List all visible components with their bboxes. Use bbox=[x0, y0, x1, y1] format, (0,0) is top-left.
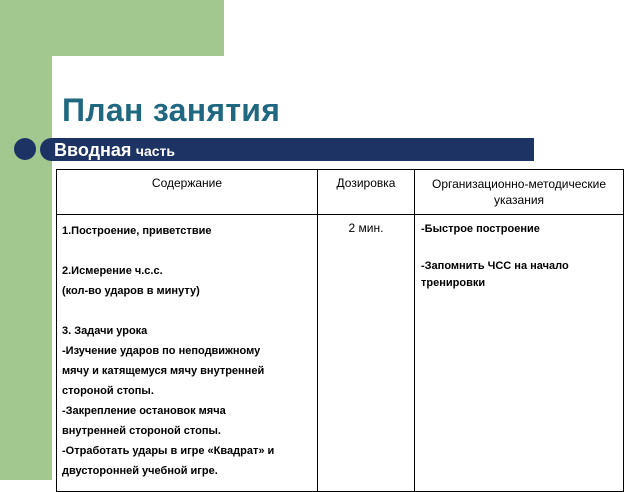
section-subtitle-main: Вводная bbox=[54, 140, 132, 160]
section-subtitle bbox=[54, 140, 175, 161]
content-item-3a-line-2: мячу и катящемуся мячу внутренней bbox=[62, 365, 265, 377]
content-item-2-line-1: 2.Исмерение ч.с.с. bbox=[62, 265, 163, 277]
cell-content bbox=[57, 215, 318, 492]
content-item-3b-line-2: внутренней стороной стопы. bbox=[62, 425, 221, 437]
instruction-item-1: -Быстрое построение bbox=[421, 223, 540, 235]
content-item-2-line-2: (кол-во ударов в минуту) bbox=[62, 285, 200, 297]
content-item-3c-line-2: двусторонней учебной игре. bbox=[62, 465, 218, 477]
content-item-3a-line-1: -Изучение ударов по неподвижному bbox=[62, 345, 261, 357]
table-header-row bbox=[57, 170, 624, 215]
header-instructions: Организационно-методические указания bbox=[415, 170, 624, 215]
content-item-3c-line-1: -Отработать удары в игре «Квадрат» и bbox=[62, 445, 275, 457]
section-subtitle-suffix: часть bbox=[135, 143, 176, 159]
background-green-top bbox=[0, 0, 224, 56]
content-item-3b-line-1: -Закрепление остановок мяча bbox=[62, 405, 226, 417]
header-content: Содержание bbox=[57, 170, 318, 215]
content-item-3-title: 3. Задачи урока bbox=[62, 325, 148, 337]
slide-title: План занятия bbox=[62, 92, 281, 128]
lesson-plan-table bbox=[56, 169, 624, 492]
table-row bbox=[57, 215, 624, 492]
cell-dosage: 2 мин. bbox=[318, 215, 415, 492]
cell-instructions bbox=[415, 215, 624, 492]
header-dosage: Дозировка bbox=[318, 170, 415, 215]
content-item-3a-line-3: стороной стопы. bbox=[62, 385, 154, 397]
section-bullet-circle bbox=[14, 138, 36, 160]
content-item-1: 1.Построение, приветствие bbox=[62, 225, 212, 237]
background-green-left bbox=[0, 0, 52, 480]
instruction-item-2: -Запомнить ЧСС на начало тренировки bbox=[421, 260, 569, 289]
